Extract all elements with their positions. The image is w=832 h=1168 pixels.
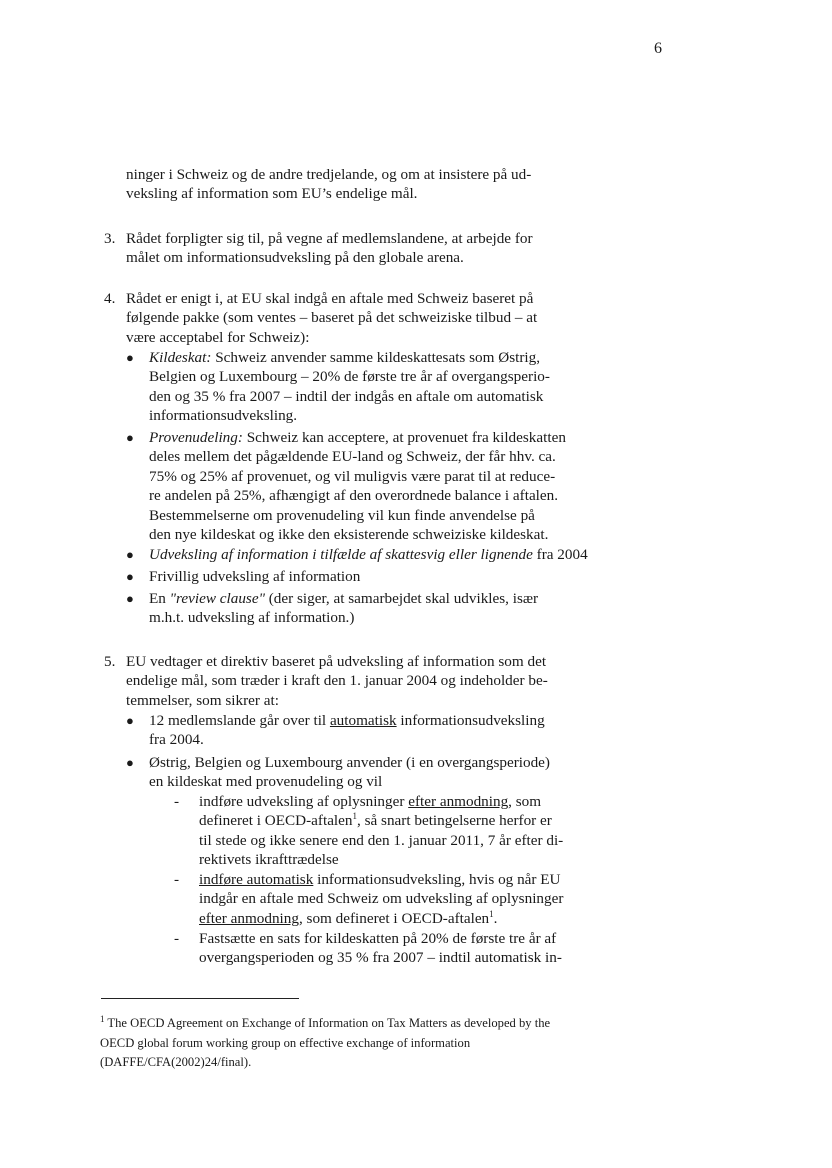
underlined-text: efter anmodning, [408, 793, 512, 810]
text-line: 12 medlemslande går over til [149, 712, 330, 729]
bullet-icon: ● [126, 350, 134, 365]
bullet-icon: ● [126, 591, 134, 606]
text-line: informationsudveksling, hvis og når EU [313, 871, 561, 888]
text-line: Frivillig udveksling af information [149, 568, 361, 585]
text-line: Rådet forpligter sig til, på vegne af medlemslandene, at arbejde for [126, 230, 533, 247]
bullet-label: Udveksling af information i tilfælde af skattesvig eller lignende [149, 546, 533, 563]
text-line: Belgien og Luxembourg – 20% de første tre år af overgangsperio- [149, 368, 550, 386]
point-3-number: 3. [104, 230, 116, 247]
bullet-provenudeling [149, 428, 628, 544]
bullet-icon: ● [126, 713, 134, 728]
text-line: , som defineret i OECD-aftalen [298, 909, 490, 927]
text-line: defineret i OECD-aftalen [199, 812, 353, 830]
text-line: fra 2004 [532, 546, 588, 563]
bullet-review-clause [149, 589, 628, 628]
point-3-text [126, 229, 628, 268]
text-line: The OECD Agreement on Exchange of Information on Tax Matters as developed by the [104, 1016, 551, 1030]
text-line: m.h.t. udveksling af information.) [149, 609, 355, 627]
text-line: (DAFFE/CFA(2002)24/final). [100, 1055, 252, 1070]
dash-icon: - [174, 871, 180, 888]
text-line: temmelser, som sikrer at: [126, 691, 279, 709]
underlined-text: indføre automatisk [199, 871, 314, 888]
text-line: OECD global forum working group on effective exchange of information [100, 1035, 471, 1050]
text-line: indføre udveksling af oplysninger [199, 793, 409, 810]
bullet-icon: ● [126, 547, 134, 562]
text-line: re andelen på 25%, afhængigt af den overordnede balance i aftalen. [149, 487, 559, 505]
intro-paragraph [126, 165, 628, 204]
text-line: . [493, 909, 498, 927]
bullet-frivillig [149, 567, 628, 586]
text-line: rektivets ikrafttrædelse [199, 851, 339, 869]
text-line: veksling af information som EU’s endelige mål. [126, 185, 418, 203]
text-line: informationsudveksling [396, 712, 545, 729]
text-line: fra 2004. [149, 731, 204, 749]
text-line: målet om informationsudveksling på den globale arena. [126, 249, 464, 267]
text-line: , så snart betingelserne herfor er [357, 812, 552, 830]
dash-item-automatisk [199, 870, 627, 928]
footnote-divider [101, 998, 299, 999]
text-line: Bestemmelserne om provenudeling vil kun finde anvendelse på [149, 506, 535, 524]
footnote-ref: 1 [352, 811, 357, 822]
bullet-label: Kildeskat: [149, 349, 212, 366]
text-line: som [511, 793, 542, 810]
point-5-number: 5. [104, 653, 116, 670]
text-line: en kildeskat med provenudeling og vil [149, 773, 383, 791]
text-line: deles mellem det pågældende EU-land og Schweiz, der får hhv. ca. [149, 448, 556, 466]
footnote [100, 1014, 624, 1073]
text-line: overgangsperioden og 35 % fra 2007 – indtil automatisk in- [199, 949, 562, 967]
bullet-automatisk [149, 711, 628, 750]
page-number: 6 [654, 40, 662, 57]
text-line: Schweiz kan acceptere, at provenuet fra kildeskatten [242, 429, 566, 446]
bullet-icon: ● [126, 569, 134, 584]
text-line: Fastsætte en sats for kildeskatten på 20% de første tre år af [199, 930, 557, 947]
footnote-ref: 1 [489, 908, 494, 919]
text-line: Schweiz anvender samme kildeskattesats som Østrig, [211, 349, 541, 366]
point-4-text [126, 289, 628, 347]
dash-icon: - [174, 930, 180, 947]
text-line: til stede og ikke senere end den 1. januar 2011, 7 år efter di- [199, 831, 564, 849]
text-line: informationsudveksling. [149, 407, 298, 425]
text-line: den og 35 % fra 2007 – indtil der indgås en aftale om automatisk [149, 387, 544, 405]
text-line: 75% og 25% af provenuet, og vil muligvis være parat til at reduce- [149, 467, 556, 485]
bullet-oestrig [149, 753, 628, 792]
dash-icon: - [174, 793, 180, 810]
bullet-icon: ● [126, 430, 134, 445]
text-line: endelige mål, som træder i kraft den 1. januar 2004 og indeholder be- [126, 672, 548, 690]
text-line: En [149, 590, 170, 607]
point-5-text [126, 652, 628, 710]
text-line: indgår en aftale med Schweiz om udveksling af oplysninger [199, 890, 564, 908]
footnote-marker: 1 [100, 1013, 105, 1024]
bullet-label: "review clause" [169, 590, 265, 607]
dash-item-fastsaette [199, 929, 627, 968]
point-4-number: 4. [104, 290, 116, 307]
text-line: den nye kildeskat og ikke den eksisterende schweiziske kildeskat. [149, 526, 549, 544]
bullet-udveksling [149, 545, 628, 564]
text-line: Rådet er enigt i, at EU skal indgå en aftale med Schweiz baseret på [126, 290, 534, 307]
bullet-kildeskat [149, 348, 628, 426]
text-line: (der siger, at samarbejdet skal udvikles, især [264, 590, 539, 607]
underlined-text: automatisk [329, 712, 397, 729]
bullet-label: Provenudeling: [149, 429, 243, 446]
dash-item-efter-anmodning [199, 792, 627, 870]
underlined-text: efter anmodning [199, 909, 299, 927]
text-line: EU vedtager et direktiv baseret på udveksling af information som det [126, 653, 547, 670]
text-line: være acceptabel for Schweiz): [126, 328, 310, 346]
bullet-icon: ● [126, 755, 134, 770]
text-line: Østrig, Belgien og Luxembourg anvender (i en overgangsperiode) [149, 754, 550, 771]
text-line: følgende pakke (som ventes – baseret på det schweiziske tilbud – at [126, 309, 538, 327]
text-line: ninger i Schweiz og de andre tredjelande, og om at insistere på ud- [126, 166, 532, 183]
